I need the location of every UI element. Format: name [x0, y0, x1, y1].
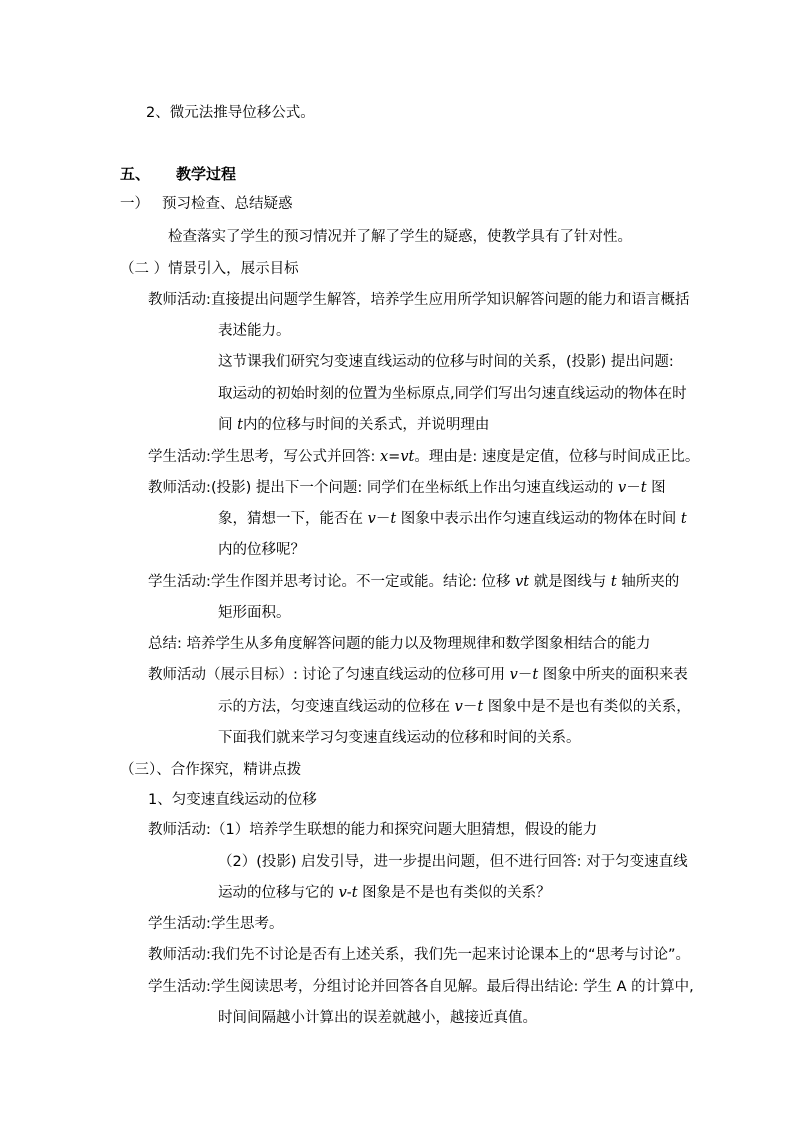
formula: x=vt: [380, 449, 415, 465]
summary: 总结: 培养学生从多角度解答问题的能力以及物理规律和数学图象相结合的能力: [148, 636, 651, 652]
student-activity-label: 学生活动:: [148, 916, 211, 932]
paragraph-line: （1）培养学生联想的能力和探究问题大胆猜想，假设的能力: [211, 822, 598, 838]
paragraph-line: 学生思考，写公式并回答: x=vt。理由是: 速度是定值，位移与时间成正比。: [211, 449, 700, 465]
paragraph-line: 取运动的初始时刻的位置为坐标原点,同学们写出匀速直线运动的物体在时: [218, 386, 687, 402]
teacher-activity-label: 教师活动:: [148, 480, 211, 496]
paragraph-line: 学生思考。: [211, 916, 284, 932]
paragraph-line: 学生作图并思考讨论。不一定或能。结论: 位移 vt 就是图线与 t 轴所夹的: [211, 574, 680, 590]
teacher-activity-label: 教师活动:: [148, 822, 211, 838]
paragraph-line: 示的方法，匀变速直线运动的位移在 v－t 图象中是不是也有类似的关系，: [218, 699, 691, 715]
teacher-activity-label: 教师活动:: [148, 947, 211, 963]
paragraph-line: 下面我们就来学习匀变速直线运动的位移和时间的关系。: [218, 730, 581, 746]
paragraph-line: 表述能力。: [218, 323, 291, 339]
paragraph-line: 时间间隔越小计算出的误差就越小，越接近真值。: [218, 1010, 537, 1026]
paragraph-line: 矩形面积。: [218, 605, 291, 621]
subsection-1-title: 预习检查、总结疑惑: [162, 196, 293, 212]
teacher-activity-goal-label: 教师活动（展示目标）:: [148, 667, 298, 683]
student-activity-label: 学生活动:: [148, 449, 211, 465]
subsection-3-title: （三）、合作探究，精讲点拨: [120, 762, 302, 778]
paragraph-line: 我们先不讨论是否有上述关系，我们先一起来讨论课本上的“思考与讨论”。: [211, 947, 691, 963]
section-number: 五、: [120, 165, 151, 183]
paragraph-line: 讨论了匀速直线运动的位移可用 v－t 图象中所夹的面积来表: [302, 667, 688, 683]
paragraph-line: 间 t内的位移与时间的关系式，并说明理由: [218, 417, 490, 433]
subsection-2-title: （二 ）情景引入，展示目标: [120, 261, 299, 277]
section-title: 教学过程: [176, 165, 237, 183]
paragraph-line: (投影) 提出下一个问题: 同学们在坐标纸上作出匀速直线运动的 v－t 图: [211, 480, 666, 496]
item-1: 1、匀变速直线运动的位移: [148, 792, 317, 808]
paragraph-line: （2）(投影) 启发引导，进一步提出问题，但不进行回答: 对于匀变速直线: [218, 854, 688, 870]
student-activity-label: 学生活动:: [148, 574, 211, 590]
paragraph-line: 内的位移呢？: [218, 542, 305, 558]
item-2: 2、微元法推导位移公式。: [146, 105, 315, 121]
teacher-activity-label: 教师活动:: [148, 292, 211, 308]
subsection-1-number: 一）: [120, 196, 149, 212]
paragraph-line: 直接提出问题学生解答，培养学生应用所学知识解答问题的能力和语言概括: [211, 292, 690, 308]
paragraph-line: 这节课我们研究匀变速直线运动的位移与时间的关系，(投影) 提出问题:: [218, 354, 674, 370]
paragraph-line: 象，猜想一下，能否在 v－t 图象中表示出作匀速直线运动的物体在时间 t: [218, 511, 687, 527]
paragraph-line: 学生阅读思考，分组讨论并回答各自见解。最后得出结论: 学生 A 的计算中,: [211, 979, 694, 995]
subsection-1-text: 检查落实了学生的预习情况并了解了学生的疑惑，使教学具有了针对性。: [168, 229, 632, 245]
student-activity-label: 学生活动:: [148, 979, 211, 995]
paragraph-line: 运动的位移与它的 v-t 图象是不是也有类似的关系？: [218, 885, 551, 901]
